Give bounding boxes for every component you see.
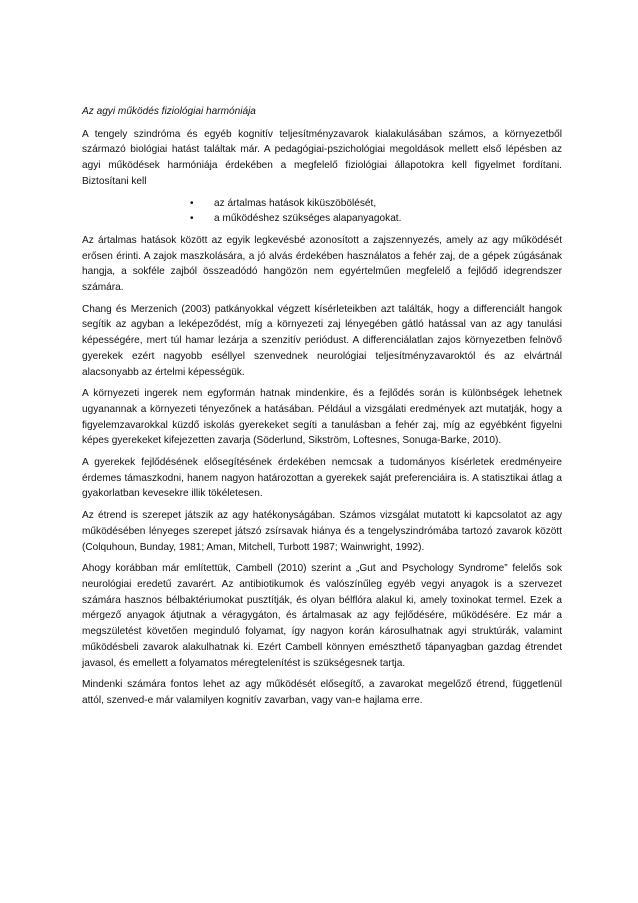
paragraph-noise: Az ártalmas hatások között az egyik legkevésbé azonosított a zajszennyezés, amely az agy működését erősen érinti. A zajok maszkolására, a jó alvás érdekében használatos a fehér zaj, de a gépek zúgásának hangja, a sokféle zajból összeadódó hangözön nem egyértelműen megfelelő a fejlődő idegrendszer számára. [82, 234, 562, 294]
section-heading: Az agyi működés fiziológiai harmóniája [82, 106, 256, 117]
paragraph-cambell: Ahogy korábban már említettük, Cambell (2010) szerint a „Gut and Psychology Syndrome” felelős sok neurológiai eredetű zavarért. Az antibiotikumok és valószínűleg egyéb vegyi anyagok is a szervezet számára hasznos bélbaktériumokat pusztítják, és olyan bélflóra alakul ki, amely toxinokat termel. Ezek a mérgező anyagok átjutnak a véragygáton, és ártalmasak az agy fejlődésére, működésére. Ez már a megszületést követően meginduló folyamat, így nagyon korán károsulhatnak agyi struktúrák, valamint működésbeli zavarok alakulhatnak ki. Ezért Cambell könnyen emészthető tápanyagban gazdag étrendet javasol, és emellett a folyamatos méregtelenítést is szükségesnek tartja. [82, 563, 562, 669]
paragraph-environment: A környezeti ingerek nem egyformán hatnak mindenkire, és a fejlődés során is különbségek lehetnek ugyanannak a környezeti tényezőnek a hatásában. Például a vizsgálati eredmények azt mutatják, hogy a figyelemzavarokkal küzdő iskolás gyerekeket segíti a tanulásban a fehér zaj, míg az egyébként figyelni képes gyerekeket kifejezetten zavarja (Söderlund, Sikström, Loftesnes, Sonuga-Barke, 2010). [82, 388, 562, 447]
bullet-icon: • [190, 213, 194, 225]
list-item-text: a működéshez szükséges alapanyagokat. [214, 213, 402, 225]
paragraph-diet: Az étrend is szerepet játszik az agy hatékonyságában. Számos vizsgálat mutatott ki kapcsolatot az agy működésében lényeges szerepet játszó zsírsavak hiánya és a tengelyszindrómába tartozó zavarok között (Colquhoun, Bunday, 1981; Aman, Mitchell, Turbott 1987; Wainwright, 1992). [82, 510, 562, 553]
requirements-list [82, 196, 562, 227]
list-item-text: az ártalmas hatások kiküszöbölését, [214, 197, 377, 209]
list-item [190, 196, 562, 212]
list-item [190, 211, 562, 227]
bullet-icon: • [190, 197, 194, 209]
paragraph-preferences: A gyerekek fejlődésének elősegítésének érdekében nemcsak a tudományos kísérletek eredményeire érdemes támaszkodni, hanem nagyon határozottan a gyerekek saját preferenciáira is. A statisztikai átlag a gyakorlatban kevesekre illik tökéletesen. [82, 457, 562, 500]
document-page [82, 104, 562, 715]
intro-paragraph: A tengely szindróma és egyéb kognitív teljesítményzavarok kialakulásában számos, a környezetből származó biológiai hatást találtak már. A pedagógiai-pszichológiai megoldások mellett első lépésben az agyi működések harmóniája érdekében a megfelelő fiziológiai állapotokra kell figyelmet fordítani. Biztosítani kell [82, 128, 562, 187]
paragraph-chang-merzenich: Chang és Merzenich (2003) patkányokkal végzett kísérleteikben azt találták, hogy a differenciált hangok segítik az agyban a leképeződést, míg a környezeti zaj lényegében gátló hatással van az agy tanulási képességére, mert túl hamar lezárja a szenzitív periódust. A differenciálatlan zajos környezetben felnövő gyerekek ezért nagyobb eséllyel szenvednek neurológiai teljesítményzavaroktól és az elvártnál alacsonyabb az értelmi képességük. [82, 303, 562, 378]
paragraph-conclusion: Mindenki számára fontos lehet az agy működését elősegítő, a zavarokat megelőző étrend, függetlenül attól, szenved-e már valamilyen kognitív zavarban, vagy van-e hajlama erre. [82, 679, 562, 706]
